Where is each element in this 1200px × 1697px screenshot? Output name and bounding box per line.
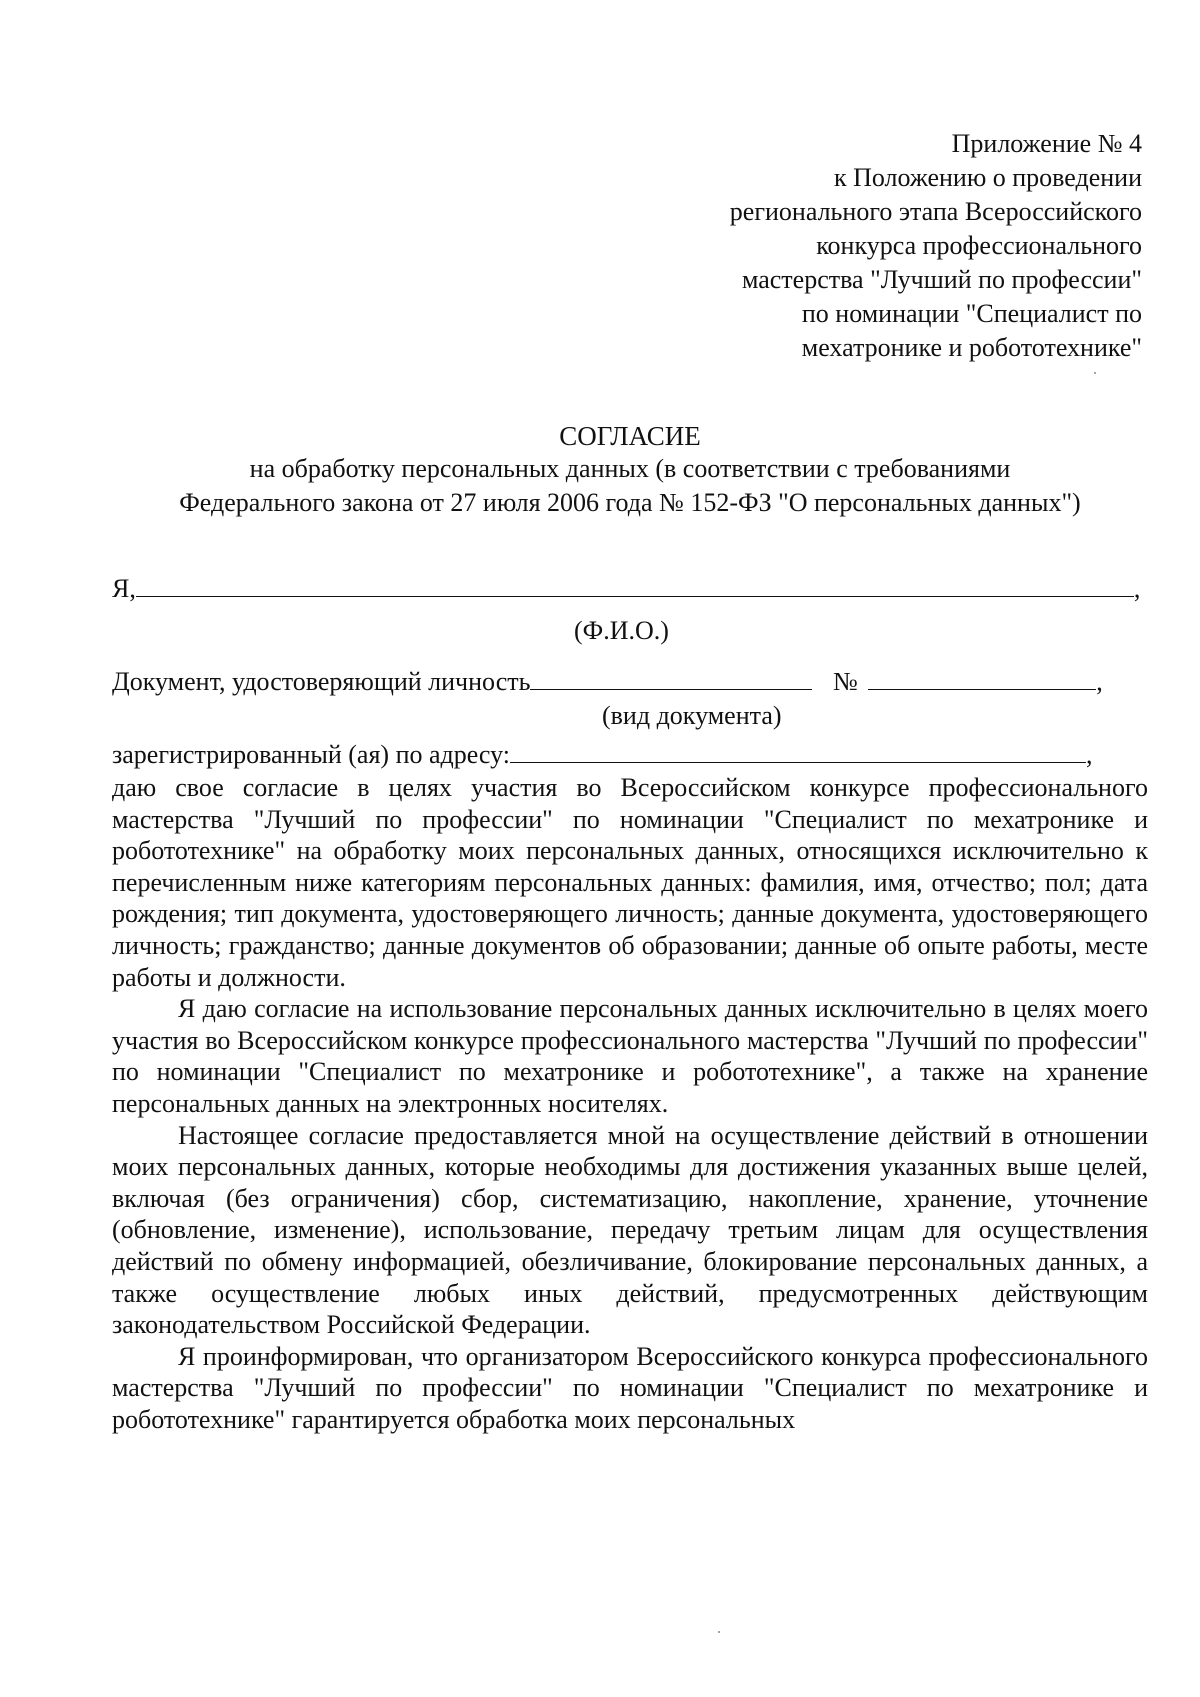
appendix-line: конкурса профессионального	[816, 231, 1142, 260]
appendix-line: к Положению о проведении	[833, 163, 1142, 192]
address-blank-field[interactable]	[510, 738, 1086, 763]
name-caption: (Ф.И.О.)	[574, 616, 669, 645]
scan-speck	[1094, 372, 1096, 374]
address-row	[112, 738, 1148, 772]
scan-speck	[718, 1631, 720, 1633]
paragraph-consent: даю свое согласие в целях участия во Всероссийском конкурсе профессионального мастерства "Лучший по профессии" по номинации "Специалист по мехатронике и робототехнике" на обработку моих персональных данных, относящихся исключительно к перечисленным ниже категориям персональных данных: фамилия, имя, отчество; пол; дата рождения; тип документа, удостоверяющего личность; данные документа, удостоверяющего личность; гражданство; данные документов об образовании; данные об опыте работы, месте работы и должности.	[112, 773, 1148, 992]
appendix-line: регионального этапа Всероссийского	[729, 197, 1142, 226]
name-suffix: ,	[1133, 574, 1141, 603]
appendix-line: Приложение № 4	[951, 129, 1142, 158]
subtitle-line-2: Федерального закона от 27 июля 2006 года № 152-ФЗ "О персональных данных")	[179, 488, 1081, 517]
document-number-blank-field[interactable]	[868, 665, 1096, 690]
name-blank-field[interactable]	[136, 572, 1134, 597]
subtitle-line-1: на обработку персональных данных (в соответствии с требованиями	[249, 454, 1011, 483]
document-caption: (вид документа)	[602, 701, 782, 730]
document-suffix: ,	[1096, 667, 1103, 696]
paragraph-informed: Я проинформирован, что организатором Всероссийского конкурса профессионального мастерства "Лучший по профессии" по номинации "Специалист по мехатронике и робототехнике" гарантируется обработка моих персональных	[112, 1341, 1148, 1434]
document-subtitle	[100, 452, 1160, 520]
document-body	[112, 772, 1148, 1435]
document-row	[112, 665, 1148, 699]
appendix-line: по номинации "Специалист по	[801, 299, 1142, 328]
document-type-blank-field[interactable]	[530, 665, 812, 690]
paragraph-actions: Настоящее согласие предоставляется мной на осуществление действий в отношении моих персональных данных, которые необходимы для достижения указанных выше целей, включая (без ограничения) сбор, систематизацию, накопление, хранение, уточнение (обновление, изменение), использование, передачу третьим лицам для осуществления действий по обмену информацией, обезличивание, блокирование персональных данных, а также осуществление любых иных действий, предусмотренных действующим законодательством Российской Федерации.	[112, 1120, 1148, 1340]
name-prefix: Я,	[112, 574, 136, 603]
document-label: Документ, удостоверяющий личность	[112, 667, 531, 696]
address-suffix: ,	[1086, 740, 1093, 769]
appendix-line: мастерства "Лучший по профессии"	[741, 265, 1142, 294]
document-title: СОГЛАСИЕ	[559, 421, 701, 451]
appendix-line: мехатронике и робототехнике"	[801, 333, 1142, 362]
address-label: зарегистрированный (ая) по адресу:	[112, 740, 511, 769]
paragraph-usage: Я даю согласие на использование персональных данных исключительно в целях моего участия во Всероссийском конкурсе профессионального мастерства "Лучший по профессии" по номинации "Специалист по мехатронике и робототехнике", а также на хранение персональных данных на электронных носителях.	[112, 994, 1148, 1118]
name-row	[112, 572, 1148, 606]
document-number-sign: №	[832, 667, 858, 696]
appendix-header	[582, 127, 1142, 365]
